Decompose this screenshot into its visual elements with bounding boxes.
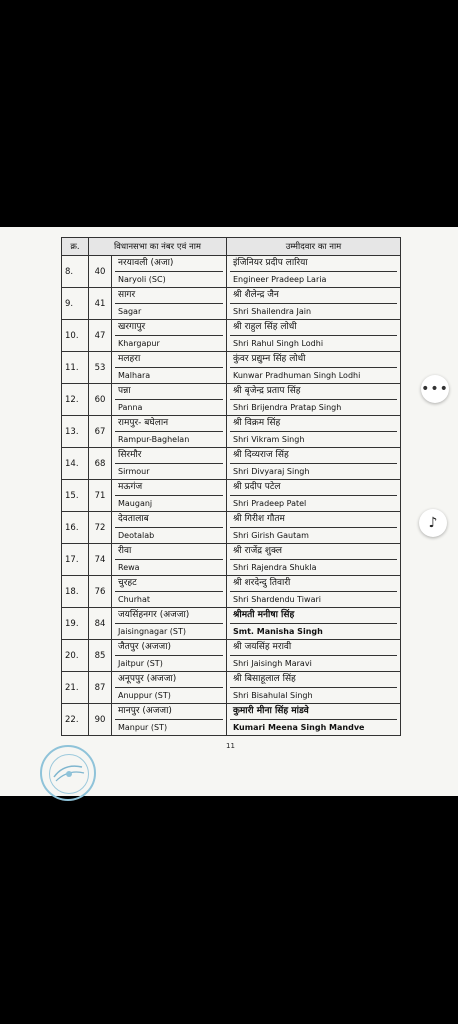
candidate-name-english: Shri Vikram Singh [233, 435, 305, 444]
table-row [62, 640, 401, 672]
candidate-name-hindi: कुमारी मीना सिंह मांडवे [230, 704, 397, 720]
candidate-name-english: Shri Shailendra Jain [233, 307, 312, 316]
candidate-name-english: Kumari Meena Singh Mandve [233, 723, 365, 732]
candidate-name-hindi: श्री बृजेन्द्र प्रताप सिंह [230, 384, 397, 400]
header-constituency: विधानसभा का नंबर एवं नाम [89, 238, 227, 256]
serial-cell: 13. [62, 416, 89, 448]
serial-cell: 22. [62, 704, 89, 736]
candidate-name-english: Kunwar Pradhuman Singh Lodhi [233, 371, 361, 380]
constituency-name-cell [112, 416, 227, 448]
constituency-name-hindi: देवतालाब [115, 512, 223, 528]
candidate-name-english: Shri Rajendra Shukla [233, 563, 317, 572]
candidate-name-cell [227, 384, 401, 416]
candidate-name-english: Shri Divyaraj Singh [233, 467, 310, 476]
constituency-name-hindi: सिरमौर [115, 448, 223, 464]
constituency-number-cell: 76 [89, 576, 112, 608]
candidate-name-cell [227, 416, 401, 448]
more-options-button[interactable] [421, 375, 449, 403]
header-serial: क्र. [62, 238, 89, 256]
constituency-name-hindi: नरयावली (अजा) [115, 256, 223, 272]
candidate-name-cell [227, 448, 401, 480]
candidate-name-cell [227, 320, 401, 352]
candidate-name-hindi: इंजिनियर प्रदीप लारिया [230, 256, 397, 272]
constituency-name-hindi: मानपुर (अजजा) [115, 704, 223, 720]
constituency-number-cell: 87 [89, 672, 112, 704]
serial-cell: 14. [62, 448, 89, 480]
candidate-name-english: Shri Girish Gautam [233, 531, 309, 540]
constituency-name-cell [112, 608, 227, 640]
constituency-name-hindi: मऊगंज [115, 480, 223, 496]
constituency-name-cell [112, 384, 227, 416]
candidate-name-hindi: श्री विक्रम सिंह [230, 416, 397, 432]
serial-cell: 8. [62, 256, 89, 288]
constituency-name-hindi: जैतपुर (अजजा) [115, 640, 223, 656]
serial-cell: 11. [62, 352, 89, 384]
candidate-name-english: Shri Jaisingh Maravi [233, 659, 312, 668]
table-header-row [62, 238, 401, 256]
candidate-name-hindi: श्री प्रदीप पटेल [230, 480, 397, 496]
candidate-name-hindi: श्री राजेंद्र शुक्ल [230, 544, 397, 560]
serial-cell: 12. [62, 384, 89, 416]
constituency-number-cell: 47 [89, 320, 112, 352]
candidate-name-cell [227, 672, 401, 704]
candidate-name-english: Engineer Pradeep Laria [233, 275, 327, 284]
serial-cell: 19. [62, 608, 89, 640]
header-candidate: उम्मीदवार का नाम [227, 238, 401, 256]
constituency-name-hindi: सागर [115, 288, 223, 304]
constituency-name-english: Naryoli (SC) [118, 275, 166, 284]
table-row [62, 576, 401, 608]
serial-cell: 17. [62, 544, 89, 576]
document-page [0, 227, 458, 796]
candidate-name-english: Smt. Manisha Singh [233, 627, 323, 636]
constituency-number-cell: 85 [89, 640, 112, 672]
constituency-name-cell [112, 352, 227, 384]
serial-cell: 10. [62, 320, 89, 352]
constituency-number-cell: 68 [89, 448, 112, 480]
constituency-name-hindi: जयसिंहनगर (अजजा) [115, 608, 223, 624]
constituency-number-cell: 60 [89, 384, 112, 416]
candidate-name-english: Shri Pradeep Patel [233, 499, 307, 508]
constituency-name-cell [112, 704, 227, 736]
constituency-name-english: Churhat [118, 595, 150, 604]
constituency-number-cell: 53 [89, 352, 112, 384]
official-seal-icon [40, 745, 96, 801]
constituency-name-english: Manpur (ST) [118, 723, 168, 732]
candidate-name-cell [227, 608, 401, 640]
table-row [62, 320, 401, 352]
constituency-number-cell: 40 [89, 256, 112, 288]
constituency-number-cell: 41 [89, 288, 112, 320]
table-row [62, 256, 401, 288]
candidate-name-cell [227, 576, 401, 608]
candidate-name-cell [227, 640, 401, 672]
constituency-name-english: Sagar [118, 307, 142, 316]
candidate-name-hindi: श्री दिव्यराज सिंह [230, 448, 397, 464]
candidate-name-english: Shri Shardendu Tiwari [233, 595, 321, 604]
constituency-name-hindi: चुरहट [115, 576, 223, 592]
candidate-name-hindi: श्री जयसिंह मरावी [230, 640, 397, 656]
constituency-name-cell [112, 256, 227, 288]
constituency-name-cell [112, 576, 227, 608]
candidate-name-english: Shri Rahul Singh Lodhi [233, 339, 324, 348]
table-row [62, 480, 401, 512]
table-row [62, 416, 401, 448]
serial-cell: 16. [62, 512, 89, 544]
candidate-name-cell [227, 704, 401, 736]
table-row [62, 544, 401, 576]
constituency-name-english: Jaisingnagar (ST) [118, 627, 187, 636]
constituency-number-cell: 74 [89, 544, 112, 576]
candidate-name-cell [227, 256, 401, 288]
table-row [62, 288, 401, 320]
candidate-name-hindi: कुंवर प्रद्युम्न सिंह लोधी [230, 352, 397, 368]
constituency-name-cell [112, 512, 227, 544]
constituency-name-cell [112, 320, 227, 352]
serial-cell: 20. [62, 640, 89, 672]
constituency-name-english: Rampur-Baghelan [118, 435, 190, 444]
constituency-name-cell [112, 640, 227, 672]
constituency-number-cell: 67 [89, 416, 112, 448]
table-row [62, 352, 401, 384]
serial-cell: 15. [62, 480, 89, 512]
candidate-name-hindi: श्रीमती मनीषा सिंह [230, 608, 397, 624]
table-row [62, 608, 401, 640]
table-row [62, 512, 401, 544]
constituency-name-english: Deotalab [118, 531, 155, 540]
constituency-number-cell: 72 [89, 512, 112, 544]
constituency-name-cell [112, 448, 227, 480]
candidate-name-english: Shri Brijendra Pratap Singh [233, 403, 342, 412]
constituency-name-english: Malhara [118, 371, 151, 380]
candidate-name-cell [227, 544, 401, 576]
serial-cell: 9. [62, 288, 89, 320]
constituency-name-english: Panna [118, 403, 143, 412]
candidate-name-hindi: श्री शरदेन्दु तिवारी [230, 576, 397, 592]
table-row [62, 448, 401, 480]
candidate-name-cell [227, 288, 401, 320]
constituency-name-hindi: रामपुर- बघेलान [115, 416, 223, 432]
constituency-name-english: Mauganj [118, 499, 153, 508]
candidate-name-hindi: श्री राहुल सिंह लोधी [230, 320, 397, 336]
page-number: 11 [226, 742, 235, 750]
constituency-name-english: Anuppur (ST) [118, 691, 171, 700]
candidate-name-english: Shri Bisahulal Singh [233, 691, 313, 700]
constituency-name-hindi: रीवा [115, 544, 223, 560]
candidate-table [61, 237, 401, 736]
constituency-name-hindi: पन्ना [115, 384, 223, 400]
constituency-name-cell [112, 288, 227, 320]
table-row [62, 672, 401, 704]
constituency-name-hindi: मलहरा [115, 352, 223, 368]
candidate-name-hindi: श्री बिसाहूलाल सिंह [230, 672, 397, 688]
audio-button[interactable] [419, 509, 447, 537]
serial-cell: 21. [62, 672, 89, 704]
table-row [62, 384, 401, 416]
constituency-number-cell: 84 [89, 608, 112, 640]
constituency-name-english: Jaitpur (ST) [118, 659, 163, 668]
constituency-name-hindi: खरगापुर [115, 320, 223, 336]
serial-cell: 18. [62, 576, 89, 608]
constituency-number-cell: 90 [89, 704, 112, 736]
constituency-name-english: Rewa [118, 563, 140, 572]
candidate-name-cell [227, 512, 401, 544]
constituency-number-cell: 71 [89, 480, 112, 512]
table-row [62, 704, 401, 736]
constituency-name-hindi: अनूपपुर (अजजा) [115, 672, 223, 688]
constituency-name-cell [112, 544, 227, 576]
constituency-name-cell [112, 480, 227, 512]
candidate-name-cell [227, 480, 401, 512]
candidate-name-hindi: श्री शैलेन्द्र जैन [230, 288, 397, 304]
constituency-name-english: Khargapur [118, 339, 160, 348]
constituency-name-cell [112, 672, 227, 704]
candidate-name-hindi: श्री गिरीश गौतम [230, 512, 397, 528]
music-note-icon: ♪ [428, 515, 438, 531]
constituency-name-english: Sirmour [118, 467, 150, 476]
candidate-name-cell [227, 352, 401, 384]
more-horizontal-icon: ••• [421, 381, 449, 397]
